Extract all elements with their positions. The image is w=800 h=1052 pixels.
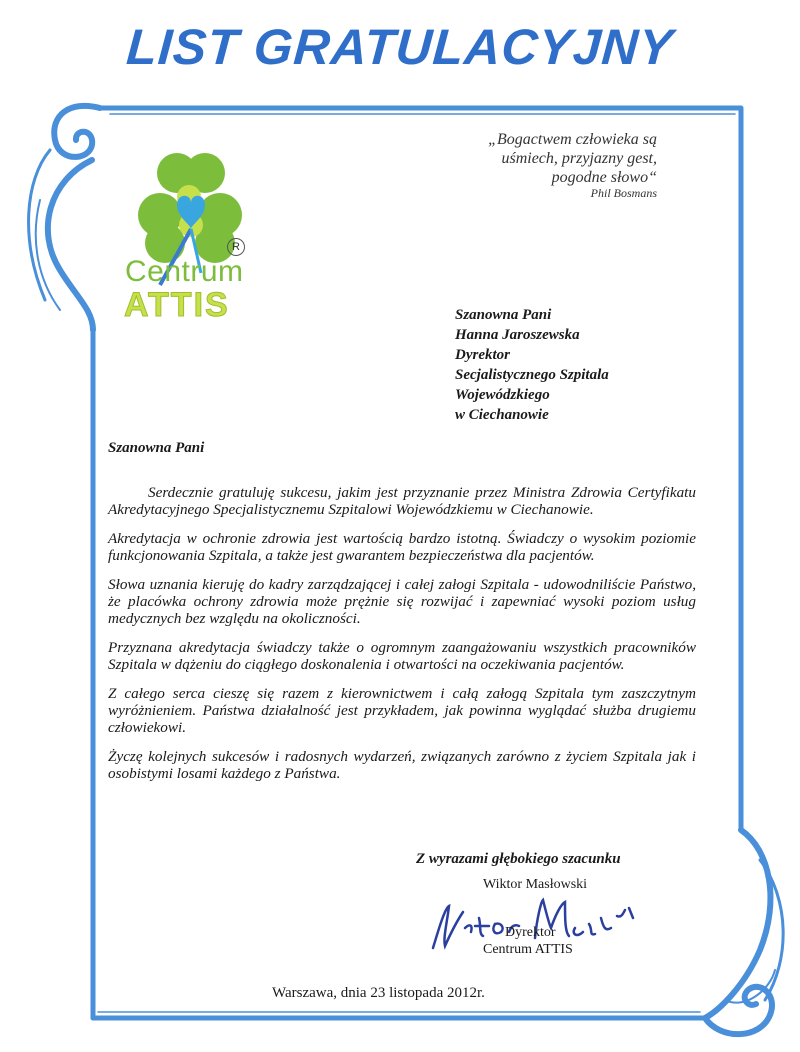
- paragraph: Życzę kolejnych sukcesów i radosnych wydarzeń, związanych zarówno z życiem Szpitala jak i osobistymi losami każdego z Państwa.: [108, 748, 696, 782]
- address-line: w Ciechanowie: [455, 407, 549, 423]
- salutation: Szanowna Pani: [108, 440, 205, 456]
- quote-line: „Bogactwem człowieka są: [488, 131, 657, 148]
- registered-mark: R: [227, 238, 245, 256]
- closing-phrase: Z wyrazami głębokiego szacunku: [416, 851, 621, 867]
- paragraph: Słowa uznania kieruję do kadry zarządzającej i całej załogi Szpitala - udowodniliście Państwo, że placówka ochrony zdrowia może prężnie się rozwijać i zapewniać wysoki poziom usług medycznych bez względu na okoliczności.: [108, 576, 696, 627]
- letter-heading: LIST GRATULACYJNY: [124, 19, 676, 75]
- letter-date: Warszawa, dnia 23 listopada 2012r.: [272, 985, 485, 1001]
- logo-text-attis: ATTIS: [124, 286, 230, 324]
- address-line: Szanowna Pani: [455, 307, 552, 323]
- signer-role: Dyrektor: [505, 925, 556, 940]
- paragraph: Serdecznie gratuluję sukcesu, jakim jest przyznanie przez Ministra Zdrowia Certyfikatu Akredytacyjnego Specjalistycznemu Szpitalowi Wojewódzkiemu w Ciechanowie.: [108, 484, 696, 518]
- address-line: Secjalistycznego Szpitala: [455, 367, 609, 383]
- paragraph: Przyznana akredytacja świadczy także o ogromnym zaangażowaniu wszystkich pracowników Szpitala w dążeniu do ciągłego doskonalenia i otwartości na oczekiwania pacjentów.: [108, 639, 696, 673]
- address-line: Hanna Jaroszewska: [455, 327, 580, 343]
- paragraph: Z całego serca cieszę się razem z kierownictwem i całą załogą Szpitala tym zaszczytnym wyróżnieniem. Państwa działalność jest przykładem, jak powinna wyglądać służba drugiemu człowiekowi.: [108, 685, 696, 736]
- letter-body: [108, 484, 696, 794]
- logo-text-centrum: Centrum: [125, 255, 244, 288]
- quote-line: pogodne słowo“: [551, 169, 657, 186]
- signer-name: Wiktor Masłowski: [483, 877, 588, 892]
- address-line: Wojewódzkiego: [455, 387, 550, 403]
- quote: [488, 130, 657, 187]
- quote-author: Phil Bosmans: [590, 186, 657, 200]
- paragraph: Akredytacja w ochronie zdrowia jest wartością bardzo istotną. Świadczy o wysokim poziomie funkcjonowania Szpitala, a także jest gwarantem bezpieczeństwa dla pacjentów.: [108, 530, 696, 564]
- recipient-address: [455, 305, 609, 425]
- signer-company: Centrum ATTIS: [483, 942, 573, 957]
- address-line: Dyrektor: [455, 347, 510, 363]
- quote-line: uśmiech, przyjazny gest,: [501, 150, 657, 167]
